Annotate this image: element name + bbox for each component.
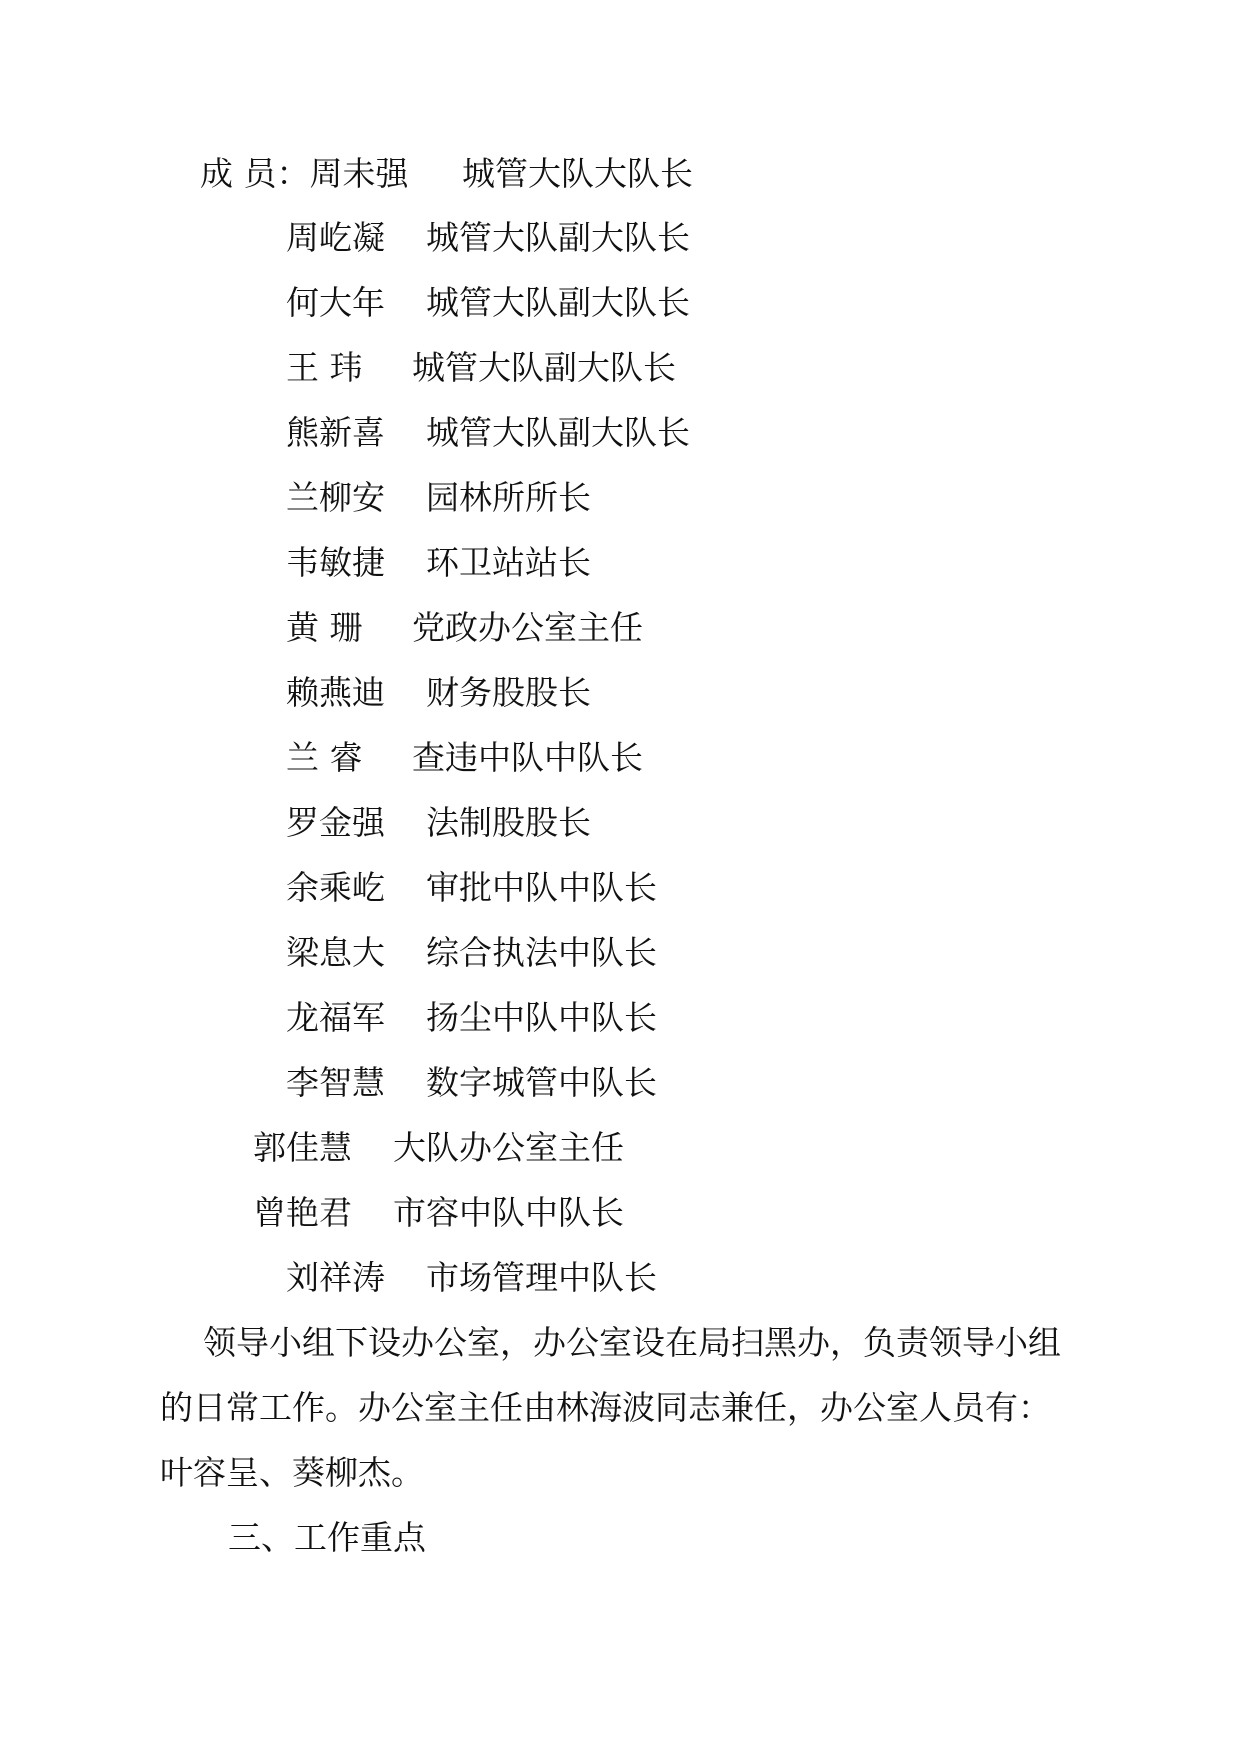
member-name: 李智慧 — [286, 1063, 385, 1102]
member-name: 黄 珊 — [286, 608, 363, 647]
member-title: 党政办公室主任 — [412, 608, 643, 647]
member-title: 园林所所长 — [426, 478, 591, 517]
member-name: 熊新喜 — [286, 413, 385, 452]
member-title: 查违中队中队长 — [412, 738, 643, 777]
member-name: 周未强 — [309, 154, 409, 193]
member-name: 罗金强 — [286, 803, 385, 842]
member-title: 城管大队副大队长 — [412, 348, 676, 387]
paragraph-line: 的日常工作。办公室主任由林海波同志兼任，办公室人员有： — [160, 1388, 1051, 1427]
paragraph-line: 叶容呈、葵柳杰。 — [160, 1453, 424, 1492]
member-title: 城管大队副大队长 — [426, 413, 690, 452]
member-name: 刘祥涛 — [286, 1258, 385, 1297]
member-title: 市场管理中队长 — [426, 1258, 657, 1297]
member-name: 兰柳安 — [286, 478, 385, 517]
member-name: 梁息大 — [286, 933, 385, 972]
member-title: 环卫站站长 — [426, 543, 591, 582]
members-label: 成 员： — [200, 154, 310, 193]
member-name: 何大年 — [286, 283, 385, 322]
member-name: 周屹凝 — [286, 218, 385, 257]
member-title: 财务股股长 — [426, 673, 591, 712]
member-row — [200, 154, 409, 194]
member-name: 兰 睿 — [286, 738, 363, 777]
member-title: 审批中队中队长 — [426, 868, 657, 907]
member-title: 城管大队副大队长 — [426, 218, 690, 257]
member-title: 城管大队大队长 — [462, 154, 693, 193]
member-title: 法制股股长 — [426, 803, 591, 842]
member-title: 城管大队副大队长 — [426, 283, 690, 322]
paragraph-line: 领导小组下设办公室，办公室设在局扫黑办，负责领导小组 — [203, 1323, 1061, 1362]
member-title: 扬尘中队中队长 — [426, 998, 657, 1037]
member-name: 余乘屹 — [286, 868, 385, 907]
member-name: 王 玮 — [286, 348, 363, 387]
member-name: 郭佳慧 — [253, 1128, 352, 1167]
member-name: 韦敏捷 — [286, 543, 385, 582]
member-title: 市容中队中队长 — [393, 1193, 624, 1232]
member-name: 曾艳君 — [253, 1193, 352, 1232]
member-title: 大队办公室主任 — [393, 1128, 624, 1167]
member-name: 赖燕迪 — [286, 673, 385, 712]
member-title: 数字城管中队长 — [426, 1063, 657, 1102]
member-title: 综合执法中队长 — [426, 933, 657, 972]
section-heading: 三、工作重点 — [228, 1518, 426, 1557]
member-name: 龙福军 — [286, 998, 385, 1037]
